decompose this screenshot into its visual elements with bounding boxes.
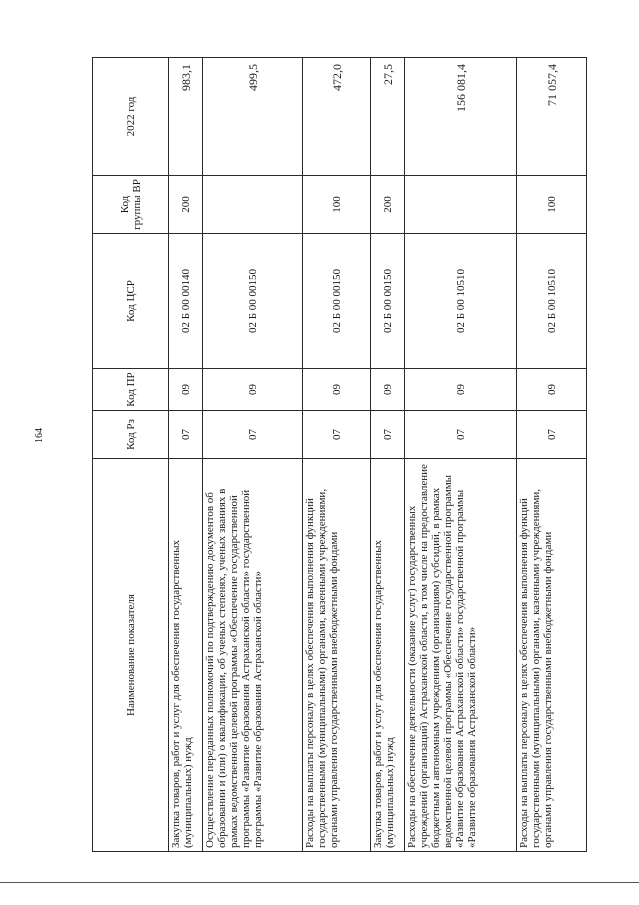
row-csr: 02 Б 00 00150 bbox=[303, 234, 371, 369]
row-csr: 02 Б 00 00150 bbox=[203, 234, 303, 369]
row-pr: 09 bbox=[303, 369, 371, 411]
row-vr: 200 bbox=[169, 176, 203, 234]
row-csr: 02 Б 00 00150 bbox=[371, 234, 405, 369]
row-rz: 07 bbox=[371, 411, 405, 459]
header-csr: Код ЦСР bbox=[93, 234, 169, 369]
table-row bbox=[169, 58, 203, 852]
row-pr: 09 bbox=[405, 369, 517, 411]
header-rz: Код Рз bbox=[93, 411, 169, 459]
budget-table-rotated bbox=[92, 58, 559, 852]
row-vr: 100 bbox=[303, 176, 371, 234]
row-name: Закупка товаров, работ и услуг для обеспечения государственных (муниципальных) нужд bbox=[371, 459, 405, 852]
header-pr: Код ПР bbox=[93, 369, 169, 411]
row-amount: 71 057,4 bbox=[517, 58, 587, 176]
row-pr: 09 bbox=[371, 369, 405, 411]
table-row bbox=[371, 58, 405, 852]
table-row bbox=[405, 58, 517, 852]
row-pr: 09 bbox=[169, 369, 203, 411]
row-name: Закупка товаров, работ и услуг для обеспечения государственных (муниципальных) нужд bbox=[169, 459, 203, 852]
row-amount: 983,1 bbox=[169, 58, 203, 176]
header-vr: Код группы ВР bbox=[93, 176, 169, 234]
row-name: Расходы на выплаты персоналу в целях обеспечения выполнения функций государственными (муниципальными) органами, казенными учреждениями, органами управления государственными внебюджетными фондами bbox=[303, 459, 371, 852]
row-vr: 100 bbox=[517, 176, 587, 234]
row-rz: 07 bbox=[405, 411, 517, 459]
table-row bbox=[517, 58, 587, 852]
row-name: Расходы на выплаты персоналу в целях обеспечения выполнения функций государственными (муниципальными) органами, казенными учреждениями, органами управления государственными внебюджетными фондами bbox=[517, 459, 587, 852]
header-name: Наименование показателя bbox=[93, 459, 169, 852]
row-name: Осуществление переданных полномочий по подтверждению документов об образовании и (или) о квалификации, об ученых степенях, ученых званиях в рамках ведомственной целевой программы «Обеспечение государственной программы «Развитие образования Астраханской области» государственной программы «Развитие образования Астраханской области» bbox=[203, 459, 303, 852]
row-amount: 27,5 bbox=[371, 58, 405, 176]
table-row bbox=[303, 58, 371, 852]
row-name: Расходы на обеспечение деятельности (оказание услуг) государственных учреждений (организаций) Астраханской области, в том числе на предоставление бюджетным и автономным учреждениям (организациям) субсидий, в рамках ведомственной целевой программы «Обеспечение государственной программы «Развитие образования Астраханской области» государственной программы «Развитие образования Астраханской области» bbox=[405, 459, 517, 852]
page-number: 164 bbox=[34, 428, 45, 443]
row-csr: 02 Б 00 10510 bbox=[405, 234, 517, 369]
budget-table bbox=[92, 57, 587, 852]
header-year: 2022 год bbox=[93, 58, 169, 176]
row-amount: 472,0 bbox=[303, 58, 371, 176]
row-rz: 07 bbox=[203, 411, 303, 459]
page-bottom-rule bbox=[0, 882, 639, 883]
table-header-row bbox=[93, 58, 169, 852]
row-pr: 09 bbox=[203, 369, 303, 411]
row-csr: 02 Б 00 00140 bbox=[169, 234, 203, 369]
row-rz: 07 bbox=[169, 411, 203, 459]
row-vr: 200 bbox=[371, 176, 405, 234]
row-amount: 499,5 bbox=[203, 58, 303, 176]
row-vr bbox=[405, 176, 517, 234]
row-vr bbox=[203, 176, 303, 234]
row-csr: 02 Б 00 10510 bbox=[517, 234, 587, 369]
table-row bbox=[203, 58, 303, 852]
row-amount: 156 081,4 bbox=[405, 58, 517, 176]
row-rz: 07 bbox=[303, 411, 371, 459]
row-pr: 09 bbox=[517, 369, 587, 411]
row-rz: 07 bbox=[517, 411, 587, 459]
